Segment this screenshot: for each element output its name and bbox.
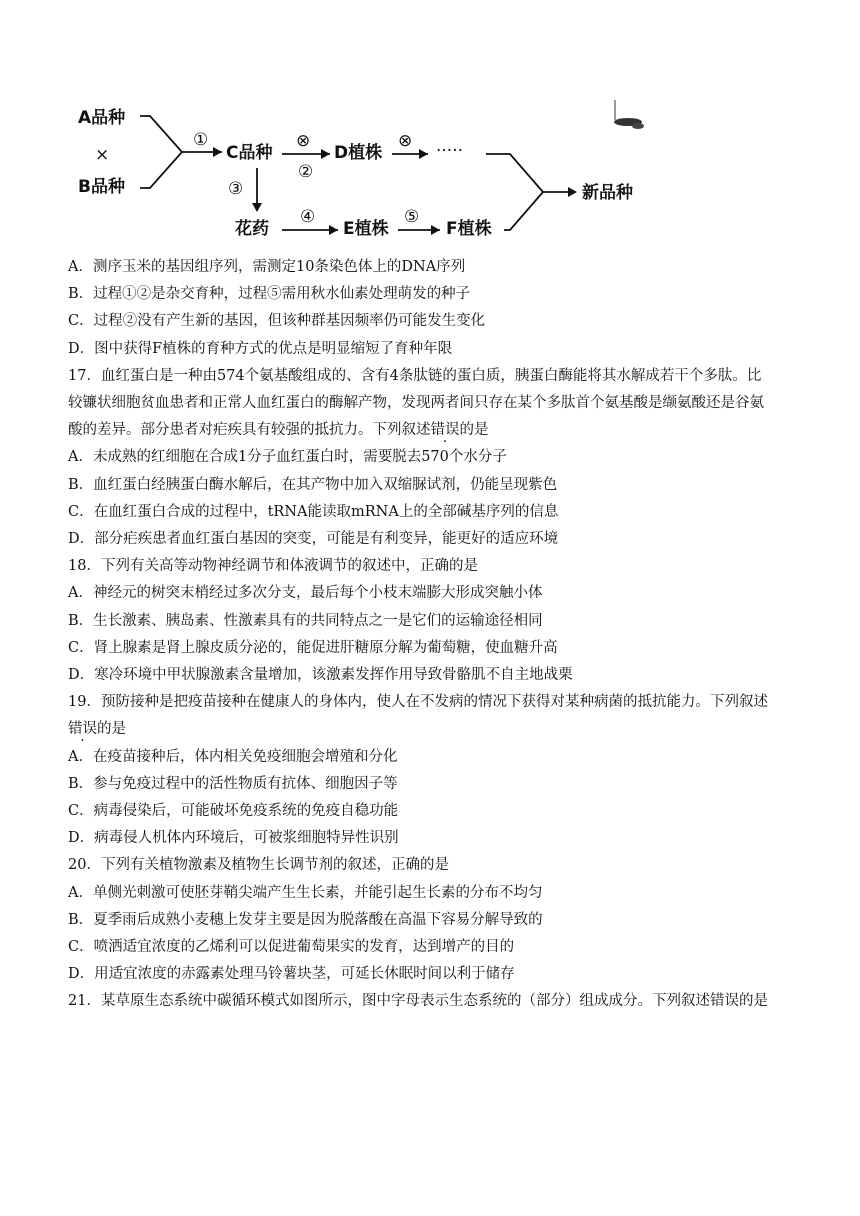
cross-symbol: × xyxy=(95,145,110,165)
node-new-variety: 新品种 xyxy=(582,183,633,203)
q20-stem: 20．下列有关植物激素及植物生长调节剂的叙述，正确的是 xyxy=(68,857,449,874)
q17-stem-line-3 xyxy=(68,417,798,444)
q17-option-c: C．在血红蛋白合成的过程中，tRNA能读取mRNA上的全部碱基序列的信息 xyxy=(68,503,559,520)
arrowhead-e-to-f xyxy=(431,225,440,235)
arrowhead-d-to-dots xyxy=(419,149,428,159)
q19-stem-line-2 xyxy=(68,716,798,743)
q18-option-d: D．寒冷环境中甲状腺激素含量增加，该激素发挥作用导致骨骼肌不自主地战栗 xyxy=(68,667,573,684)
node-b: B品种 xyxy=(78,177,125,197)
q20-option-d: D．用适宜浓度的赤露素处理马铃薯块茎，可延长休眠时间以利于储存 xyxy=(68,966,515,983)
self-cross-symbol-1: ⊗ xyxy=(296,131,311,151)
node-e: E植株 xyxy=(343,219,389,239)
q17-option-d: D．部分疟疾患者血红蛋白基因的突变，可能是有利变异，能更好的适应环境 xyxy=(68,531,559,548)
arrowhead-to-new xyxy=(568,187,577,197)
ab-join-line xyxy=(140,116,182,188)
step-5: ⑤ xyxy=(404,207,420,227)
arrowhead-c-to-d xyxy=(321,149,330,159)
q18-stem: 18．下列有关高等动物神经调节和体液调节的叙述中，正确的是 xyxy=(68,558,478,575)
node-d: D植株 xyxy=(334,143,383,163)
node-a: A品种 xyxy=(78,108,126,128)
q19-stem-line-1: 19．预防接种是把疫苗接种在健康人的身体内，使人在不发病的情况下获得对某种病菌的抵抗能力。下列叙述 xyxy=(68,694,768,711)
q16-option-a: A．测序玉米的基因组序列，需测定10条染色体上的DNA序列 xyxy=(68,259,466,275)
step-3: ③ xyxy=(228,179,244,199)
arrowhead-anther-to-e xyxy=(329,225,338,235)
q19-option-a: A．在疫苗接种后，体内相关免疫细胞会增殖和分化 xyxy=(68,748,398,765)
q19-emphasis-wrong: 错误 xyxy=(68,721,97,738)
step-4: ④ xyxy=(300,207,316,227)
q18-option-b: B．生长激素、胰岛素、性激素具有的共同特点之一是它们的运输途径相同 xyxy=(68,612,543,629)
breeding-diagram xyxy=(0,0,860,250)
arrowhead-c-to-anther xyxy=(252,203,262,212)
q19-stem-line-2-b: 的是 xyxy=(97,721,126,738)
q17-stem-line-1: 17．血红蛋白是一种由574个氨基酸组成的、含有4条肽链的蛋白质，胰蛋白酶能将其水解成若干个多肽。比 xyxy=(68,367,762,384)
node-f: F植株 xyxy=(446,219,492,239)
df-join-line xyxy=(486,154,543,230)
q18-option-a: A．神经元的树突末梢经过多次分支，最后每个小枝末端膨大形成突触小体 xyxy=(68,585,543,602)
q20-option-a: A．单侧光刺激可使胚芽鞘尖端产生生长素，并能引起生长素的分布不均匀 xyxy=(68,884,543,901)
node-anther: 花药 xyxy=(235,219,269,239)
breeding-diagram-svg xyxy=(0,0,860,250)
arrowhead-to-c xyxy=(213,147,222,157)
q19-option-c: C．病毒侵染后，可能破坏免疫系统的免疫自稳功能 xyxy=(68,803,399,820)
q21-stem: 21．某草原生态系统中碳循环模式如图所示，图中字母表示生态系统的（部分）组成成分。下列叙述错误的是 xyxy=(68,993,768,1010)
q20-option-b: B．夏季雨后成熟小麦穗上发芽主要是因为脱落酸在高温下容易分解导致的 xyxy=(68,911,543,928)
q16-option-d: D．图中获得F植株的育种方式的优点是明显缩短了育种年限 xyxy=(68,340,453,357)
question-text-block xyxy=(68,254,798,1016)
q17-stem-line-3-a: 酸的差异。部分患者对疟疾具有较强的抵抗力。下列叙述 xyxy=(68,422,431,439)
self-cross-symbol-2: ⊗ xyxy=(398,131,413,151)
scan-smudge xyxy=(614,100,644,129)
step-1: ① xyxy=(193,130,209,150)
continuation-dots: ····· xyxy=(436,141,464,161)
q16-option-c: C．过程②没有产生新的基因，但该种群基因频率仍可能发生变化 xyxy=(68,313,486,330)
q19-option-d: D．病毒侵人机体内环境后，可被浆细胞特异性识别 xyxy=(68,830,399,847)
q18-option-c: C．肾上腺素是肾上腺皮质分泌的，能促进肝糖原分解为葡萄糖，使血糖升高 xyxy=(68,639,558,656)
node-c: C品种 xyxy=(226,143,273,163)
q19-option-b: B．参与免疫过程中的活性物质有抗体、细胞因子等 xyxy=(68,775,398,792)
q17-option-a: A．未成熟的红细胞在合成1分子血红蛋白时，需要脱去570个水分子 xyxy=(68,449,507,466)
step-2: ② xyxy=(298,162,314,182)
q16-option-b: B．过程①②是杂交育种，过程⑤需用秋水仙素处理萌发的种子 xyxy=(68,286,471,303)
q20-option-c: C．喷洒适宜浓度的乙烯利可以促进葡萄果实的发育，达到增产的目的 xyxy=(68,939,515,956)
q17-option-b: B．血红蛋白经胰蛋白酶水解后，在其产物中加入双缩脲试剂，仍能呈现紫色 xyxy=(68,476,558,493)
q17-stem-line-2: 较镰状细胞贫血患者和正常人血红蛋白的酶解产物，发现两者间只存在某个多肽首个氨基酸是缬氨酸还是谷氨 xyxy=(68,395,764,412)
q17-emphasis-wrong: 错误 xyxy=(430,422,460,439)
q17-stem-line-3-b: 的是 xyxy=(459,422,489,439)
